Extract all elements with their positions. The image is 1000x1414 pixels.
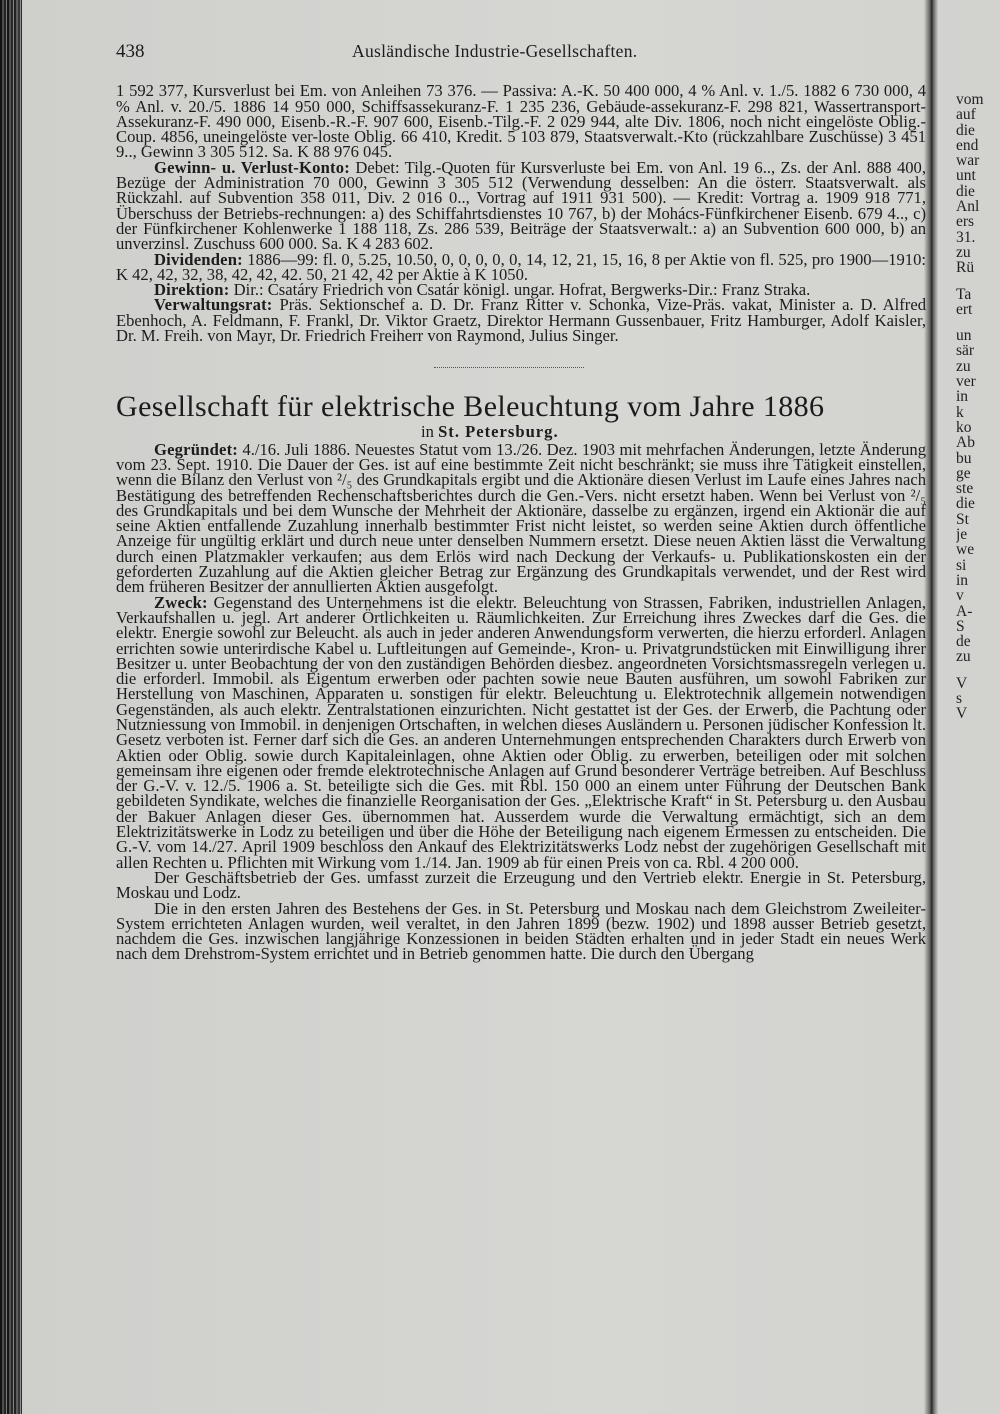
- next-page-line: je: [956, 526, 968, 544]
- next-page-line: zu: [956, 648, 971, 666]
- supervisory-board: [116, 295, 926, 346]
- next-page-line: we: [956, 541, 975, 559]
- page-content: [116, 41, 926, 964]
- next-page-line: S: [956, 617, 965, 635]
- profit-loss-label: Gewinn- u. Verlust-Konto:: [154, 157, 350, 177]
- next-page-line: ert: [956, 300, 973, 318]
- page-number: 438: [116, 41, 145, 62]
- next-page-line: die: [956, 121, 975, 139]
- purpose-text: Gegenstand des Unternehmens ist die elektr. Beleuchtung von Strassen, Fabriken, industriellen Anlagen, Verkaufshallen u. jegl. Art anderer Örtlichkeiten u. Räumlichkeiten. Zur Erreichung ihres Zweckes darf die Ges. die elektr. Energie sowohl zur Beleucht. als auch in jeder anderen Anwendungsform verwerten, die hierzu erforderl. Anlagen errichten sowie unterirdische Kabel u. Luftleitungen auf Gemeinde-, Kron- u. Privatgrundstücken mit Einwilligung ihrer Besitzer u. unter Beobachtung der von den zuständigen Behörden diesbez. angeordneten Vorsichtsmassregeln verlegen u. die erforderl. Immobil. als Eigentum erwerben oder pachten sowie neue Bauten ausführen, um sowohl Fabriken zur Herstellung von Maschinen, Apparaten u. sonstigen für elektr. Beleuchtung u. Elektrotechnik allgemein notwendigen Gegenständen, als auch elektr. Zentralstationen einzurichten. Nicht gestattet ist der Ges. der Erwerb, die Pachtung oder Nutzniessung von Immobil. in denjenigen Ortschaften, in welchen dieses Ausländern u. Personen jüdischer Konfession lt. Gesetz verboten ist. Ferner darf sich die Ges. an anderen Unternehmungen entsprechenden Charakters durch Erwerb von Aktien oder Oblig. sowie durch Kapitaleinlagen, ohne Aktien oder Oblig. zu erwerben, beteiligen oder mit solchen gemeinsam ihre eigenen oder fremde elektrotechnische Anlagen auf Grund besonderer Verträge betreiben. Auf Beschluss der G.-V. v. 12./5. 1906 a. St. beteiligte sich die Ges. mit Rbl. 150 000 an einem unter Führung der Deutschen Bank gebildeten Syndikate, welches die finanzielle Reorganisation der Ges. „Elektrische Kraft“ in St. Petersburg u. den Ausbau der Bakuer Anlagen dieser Ges. übernommen hat. Ausserdem wurde die Verwaltung ermächtigt, sich an dem Elektrizitätswerke in Lodz zu beteiligen und über die Höhe der Beteiligung nach eigenem Ermessen zu entscheiden. Die G.-V. vom 14./27. April 1909 beschloss den Ankauf des Elektrizitätswerks Lodz nebst der zugehörigen Gesellschaft mit allen Rechten u. Pflichten mit Wirkung vom 1./14. Jan. 1909 ab für einen Preis von ca. Rbl. 4 200 000.: [116, 592, 926, 872]
- page-gutter: [924, 0, 938, 1414]
- history: Die in den ersten Jahren des Bestehens der Ges. in St. Petersburg und Moskau nach dem Gleichstrom Zweileiter-System errichteten Anlagen wurden, weil veraltet, in den Jahren 1899 (bezw. 1902) und 1898 ausser Betrieb gesetzt, nachdem die Ges. inzwischen langjährige Konzessionen in beiden Städten erhalten und in jeder Stadt ein neues Werk nach dem Drehstrom-System errichtet und in Betrieb genommen hatte. Die durch den Übergang: [116, 898, 926, 964]
- next-page-line: k: [956, 403, 964, 421]
- next-page-line: V: [956, 705, 968, 722]
- next-page-line: ers: [956, 213, 975, 231]
- next-page-line: ko: [956, 418, 972, 436]
- next-page-line: A-: [956, 602, 973, 620]
- next-page-line: Ta: [956, 285, 972, 303]
- management-text: Dir.: Csatáry Friedrich von Csatár königl. ungar. Hofrat, Bergwerks-Dir.: Franz Straka.: [233, 280, 811, 300]
- dividends-label: Dividenden:: [154, 249, 243, 269]
- next-page-line: die: [956, 182, 975, 200]
- location-city: St. Petersburg.: [438, 422, 559, 442]
- next-page-line: St: [956, 510, 969, 528]
- next-page-line: un: [956, 327, 972, 345]
- book-spine: [0, 0, 22, 1414]
- running-title: Ausländische Industrie-Gesellschaften.: [352, 41, 638, 61]
- next-page-fragment: [956, 92, 1000, 722]
- next-page-line: v: [956, 587, 964, 605]
- next-page-line: sär: [956, 342, 975, 360]
- dividends-text: 1886—99: fl. 0, 5.25, 10.50, 0, 0, 0, 0, 0, 14, 12, 21, 15, 16, 8 per Aktie von fl. 525, pro 1900—1910: K 42, 42, 32, 38, 42, 42, 42. 50, 21 42, 42 per Aktie à K 1050.: [116, 249, 926, 284]
- next-page-line: V: [956, 674, 968, 692]
- purpose: [116, 592, 926, 872]
- next-page-line: 31.: [956, 228, 976, 246]
- next-page-line: war: [956, 152, 980, 170]
- next-page-line: de: [956, 633, 971, 651]
- section-divider: [434, 367, 584, 368]
- next-page-line: ge: [956, 464, 971, 482]
- company-title: Gesellschaft für elektrische Beleuchtung vom Jahre 1886: [116, 390, 825, 424]
- next-page-line: in: [956, 571, 969, 589]
- balance-passiva: 1 592 377, Kursverlust bei Em. von Anleihen 73 376. — Passiva: A.-K. 50 400 000, 4 % Anl. v. 1./5. 1882 6 730 000, 4 % Anl. v. 20./5. 1886 14 950 000, Schiffsassekuranz-F. 1 235 236, Gebäude-assekuranz-F. 298 821, Wassertransport-Assekuranz-F. 490 000, Eisenb.-R.-F. 907 600, Eisenb.-Tilg.-F. 2 029 944, alte Div. 1806, noch nicht eingelöste Oblig.-Coup. 4856, uneingelöste ver-loste Oblig. 66 410, Kredit. 5 103 879, Staatsverwalt.-Kto (rückzahlbare Zuschüsse) 3 451 9.., Gewinn 3 305 512. Sa. K 88 976 045.: [116, 81, 926, 162]
- next-page-line: Anl: [956, 198, 980, 216]
- company-location: [421, 422, 926, 442]
- management-label: Direktion:: [154, 280, 230, 300]
- profit-loss-account: [116, 157, 926, 254]
- next-page-line: Rü: [956, 259, 975, 277]
- business-operations: Der Geschäftsbetrieb der Ges. umfasst zurzeit die Erzeugung und den Vertrieb elektr. Energie in St. Petersburg, Moskau und Lodz.: [116, 867, 926, 903]
- founded-label: Gegründet:: [154, 439, 239, 459]
- next-page-line: si: [956, 556, 967, 574]
- purpose-label: Zweck:: [154, 592, 208, 612]
- next-page-line: s: [956, 689, 963, 707]
- supervisory-board-text: Präs. Sektionschef a. D. Dr. Franz Ritter v. Schonka, Vize-Präs. vakat, Minister a. D. Alfred Ebenhoch, A. Feldmann, F. Frankl, Dr. Viktor Graetz, Direktor Hermann Gussenbauer, Fritz Hamburger, Adolf Kaisler, Dr. M. Freih. von Mayr, Dr. Friedrich Freiherr von Raymond, Julius Singer.: [116, 295, 926, 346]
- next-page-line: auf: [956, 106, 976, 124]
- next-page-line: ver: [956, 373, 976, 391]
- next-page-line: unt: [956, 167, 976, 185]
- next-page-line: zu: [956, 357, 971, 375]
- next-page-line: ste: [956, 480, 974, 498]
- next-page-line: in: [956, 388, 969, 406]
- next-page-line: die: [956, 495, 975, 513]
- founded-text: 4./16. Juli 1886. Neuestes Statut vom 13./26. Dez. 1903 mit mehrfachen Änderungen, letzte Änderung vom 23. Sept. 1910. Die Dauer der Ges. ist auf eine bestimmte Zeit nicht beschränkt; sie muss ihre Tätigkeit einstellen, wenn die Bilanz den Verlust von ²/₅ des Grundkapitals ergibt und die Aktionäre diesen Verlust im Laufe eines Jahres nach Bestätigung des betreffenden Rechenschaftsberichtes durch die Gen.-Vers. nicht ersetzt haben. Wenn bei Verlust von ²/₅ des Grundkapitals und bei dem Wunsche der Mehrheit der Aktionäre, dasselbe zu ergänzen, irgend ein Aktionär die auf seine Aktien entfallende Zuzahlung innerhalb bestimmter Frist nicht leistet, so werden seine Aktien durch öffentliche Anzeige für ungültig erklärt und durch neue unter denselben Nummern ersetzt. Diese neuen Aktien lässt die Verwaltung durch einen Platzmakler verkaufen; aus dem Erlös wird nach Deckung der Verkaufs- u. Publikationskosten ein der geforderten Zuzahlung auf die Aktien gleicher Betrag zur Ergänzung des Grundkapitals verwendet, und der Rest wird dem früheren Besitzer der annullierten Aktien ausgefolgt.: [116, 439, 926, 597]
- dividends: [116, 249, 926, 284]
- supervisory-board-label: Verwaltungsrat:: [154, 295, 273, 315]
- next-page-line: zu: [956, 243, 971, 261]
- next-page-line: [956, 276, 1000, 287]
- location-prefix: in: [421, 422, 434, 442]
- page-header: [116, 41, 926, 62]
- next-page-line: Ab: [956, 434, 975, 452]
- next-page-line: bu: [956, 449, 972, 467]
- profit-loss-text: Debet: Tilg.-Quoten für Kursverluste bei Em. von Anl. 19 6.., Zs. der Anl. 888 400, Bezüge der Administration 70 000, Gewinn 3 305 512 (Verwendung desselben: An die österr. Staatsverwalt. als Rückzahl. auf Subvention 358 011, Div. 2 016 0.., Vortrag auf 1911 931 500). — Kredit: Vortrag a. 1909 918 771, Überschuss der Betriebs-rechnungen: a) des Schiffahrtsdienstes 10 767, b) der Mohács-Fünfkirchener Eisenb. 679 4.., c) der Fünfkirchener Kohlenwerke 1 188 118, Zs. 286 539, Beiträge der Staatsverwalt.: a) an Subvention 600 000, b) an unverzinsl. Zuschuss 600 000. Sa. K 4 283 602.: [116, 157, 926, 254]
- next-page-line: vom: [956, 92, 984, 108]
- next-page-line: end: [956, 136, 979, 154]
- founded: [116, 439, 926, 597]
